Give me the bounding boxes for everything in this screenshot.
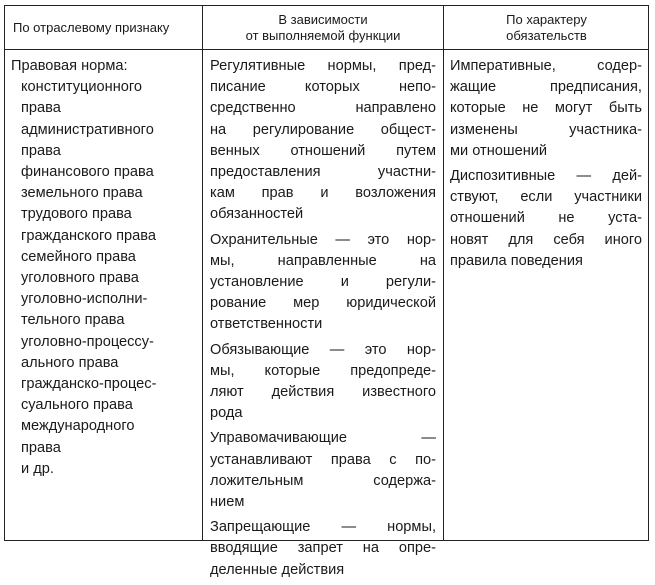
function-column <box>210 56 436 585</box>
sector-list-item: права <box>21 100 61 117</box>
text-line: Обязывающие — это нор- <box>210 341 436 358</box>
text-line: изменены участника- <box>450 121 642 138</box>
text-line: Охранительные — это нор- <box>210 231 436 248</box>
text-line: Императивные, содер- <box>450 58 642 74</box>
header-obligation <box>444 6 649 49</box>
sector-list-item: уголовно-процессу- <box>21 333 154 350</box>
header-function-line2: от выполняемой функции <box>245 27 401 43</box>
text-line: ми отношений <box>450 142 548 159</box>
text-line: мы, которые предопреде- <box>210 362 436 379</box>
sector-title: Правовая норма: <box>11 58 128 74</box>
text-line: рование мер юридической <box>210 295 436 312</box>
regulative-norms <box>210 56 436 226</box>
sector-list-item: финансового права <box>21 164 154 181</box>
text-line: Регулятивные нормы, пред- <box>210 58 436 74</box>
sector-list-item: уголовного права <box>21 270 139 287</box>
sector-list-item: административного <box>21 121 154 138</box>
norms-classification-table <box>4 5 649 578</box>
prohibiting-norms <box>210 517 436 581</box>
text-line: жащие предписания, <box>450 79 642 96</box>
sector-list-item: тельного права <box>21 312 125 329</box>
sector-list-item: семейного права <box>21 248 136 265</box>
sector-list-item: уголовно-исполни- <box>21 291 148 308</box>
dispositive-norms <box>450 166 642 272</box>
sector-list-item: земельного права <box>21 185 143 202</box>
text-line: отношений не уста- <box>450 210 642 227</box>
header-sector <box>5 6 202 49</box>
sector-list-item: трудового права <box>21 206 132 223</box>
sector-list-item: гражданско-процес- <box>21 376 157 393</box>
header-function-line1: В зависимости <box>278 11 368 27</box>
text-line: ляют действия известного <box>210 384 436 401</box>
text-line: мы, направленные на <box>210 252 436 269</box>
text-line: деленные действия <box>210 561 345 578</box>
text-line: ложительным содержа- <box>210 472 436 489</box>
text-line: Запрещающие — нормы, <box>210 519 436 536</box>
protective-norms <box>210 230 436 336</box>
text-line: Управомачивающие — <box>210 430 436 447</box>
sector-list-item: суального права <box>21 397 133 414</box>
imperative-norms <box>450 56 642 162</box>
empowering-norms <box>210 428 436 513</box>
text-line: средственно направлено <box>210 100 436 117</box>
sector-list <box>11 77 197 480</box>
text-line: писание которых непо- <box>210 79 436 96</box>
sector-list-item: ального права <box>21 354 119 371</box>
text-line: ответственности <box>210 316 323 333</box>
sector-column <box>11 56 197 480</box>
sector-list-item: права <box>21 439 61 456</box>
text-line: кам прав и возложения <box>210 185 436 202</box>
obliging-norms <box>210 340 436 425</box>
text-line: обязанностей <box>210 206 304 223</box>
text-line: которые не могут быть <box>450 100 642 117</box>
text-line: венных отношений путем <box>210 142 436 159</box>
header-obligation-line1: По характеру <box>506 11 587 27</box>
sector-list-item: гражданского права <box>21 227 156 244</box>
sector-list-item: права <box>21 142 61 159</box>
text-line: ствуют, если участники <box>450 189 642 206</box>
sector-list-item: конституционного <box>21 79 142 96</box>
text-line: вводящие запрет на опре- <box>210 540 436 557</box>
text-line: установление и регули- <box>210 274 436 291</box>
obligation-column <box>450 56 642 276</box>
header-divider <box>5 49 648 50</box>
text-line: Диспозитивные — дей- <box>450 168 642 185</box>
header-function <box>203 6 443 49</box>
text-line: правила поведения <box>450 252 583 269</box>
column-divider-2 <box>443 6 444 540</box>
text-line: предоставления участни- <box>210 164 436 181</box>
text-line: нием <box>210 494 245 511</box>
sector-list-item: международного <box>21 418 135 435</box>
text-line: устанавливают права с по- <box>210 451 436 468</box>
text-line: рода <box>210 405 243 422</box>
text-line: на регулирование общест- <box>210 121 436 138</box>
header-obligation-line2: обязательств <box>506 27 587 43</box>
header-sector-label: По отраслевому признаку <box>13 19 170 35</box>
sector-list-item: и др. <box>21 460 54 477</box>
column-divider-1 <box>202 6 203 540</box>
text-line: новят для себя иного <box>450 231 642 248</box>
